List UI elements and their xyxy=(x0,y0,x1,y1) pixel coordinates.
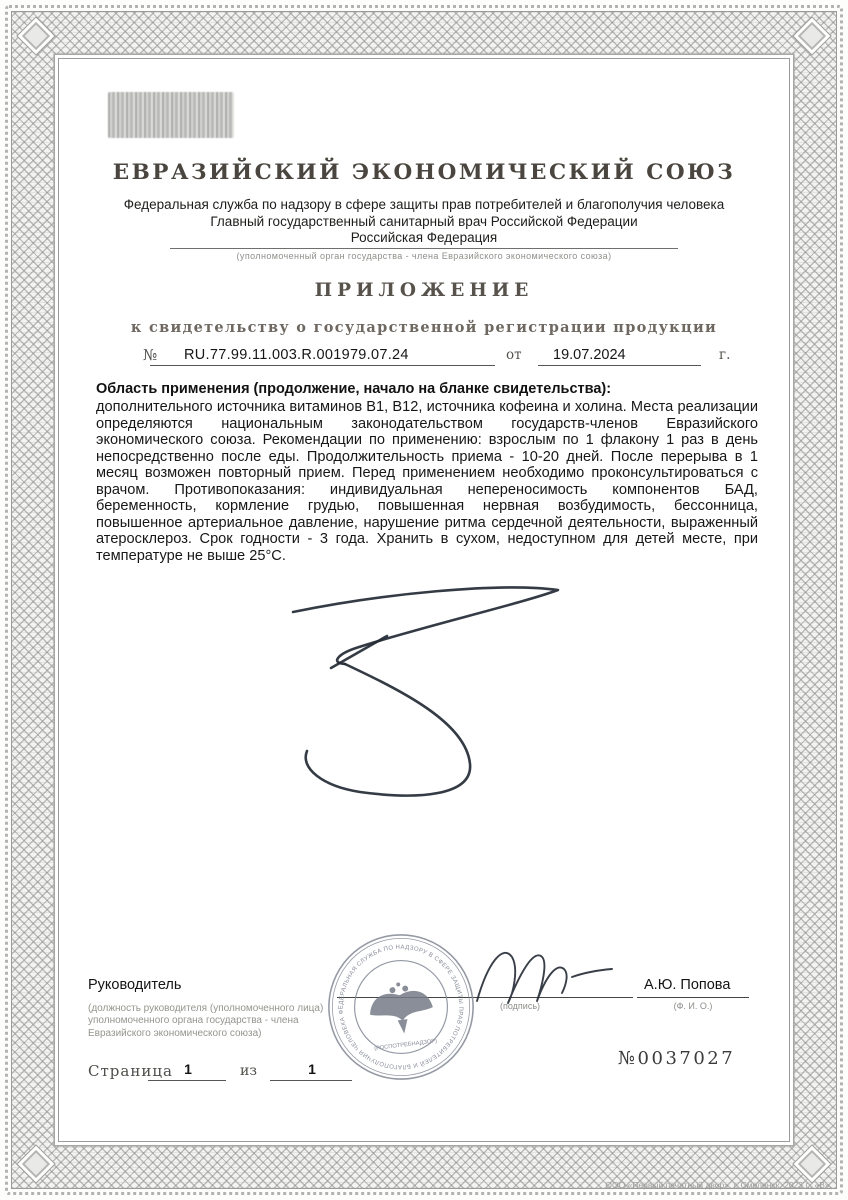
name-line xyxy=(637,997,749,998)
union-title: ЕВРАЗИЙСКИЙ ЭКОНОМИЧЕСКИЙ СОЮЗ xyxy=(112,160,736,185)
authority-line-3: Российская Федерация xyxy=(350,230,498,245)
official-round-seal xyxy=(313,919,489,1095)
seal-center-org-text: (РОСПОТРЕБНАДЗОР) xyxy=(373,1038,438,1053)
registration-date: 19.07.2024 xyxy=(553,347,626,363)
authority-line-1: Федеральная служба по надзору в сфере защиты прав потребителей и благополучия человека xyxy=(123,197,725,212)
authority-line-2: Главный государственный санитарный врач Российской Федерации xyxy=(210,214,638,229)
signer-role-note: (должность руководителя (уполномоченного лица) уполномоченного органа государства - члена Евразийского экономического союза) xyxy=(88,1003,324,1039)
authority-underline xyxy=(170,248,678,249)
seal-ring-text: ФЕДЕРАЛЬНАЯ СЛУЖБА ПО НАДЗОРУ В СФЕРЕ ЗАЩИТЫ ПРАВ ПОТРЕБИТЕЛЕЙ И БЛАГОПОЛУЧИЯ ЧЕЛОВЕКА xyxy=(338,944,464,1070)
signature-caption: (подпись) xyxy=(499,1001,541,1011)
of-label: из xyxy=(240,1063,257,1079)
number-label: № xyxy=(143,346,158,364)
printer-note: ООО «Первый печатный двор», г. Смоленск, 2023 г., «В». xyxy=(605,1180,832,1190)
name-caption: (Ф. И. О.) xyxy=(673,1001,713,1011)
double-headed-eagle-icon xyxy=(367,979,436,1038)
number-underline xyxy=(150,365,495,366)
page-total: 1 xyxy=(308,1061,316,1077)
date-label: от xyxy=(506,347,522,363)
doc-subtitle: к свидетельству о государственной регистрации продукции xyxy=(130,319,718,336)
page-current-underline xyxy=(148,1080,226,1081)
signer-name: А.Ю. Попова xyxy=(644,977,731,993)
doc-title: ПРИЛОЖЕНИЕ xyxy=(314,280,534,301)
page-current: 1 xyxy=(184,1061,192,1077)
blank-serial-number: №0037027 xyxy=(618,1048,736,1069)
date-underline xyxy=(538,365,701,366)
registration-number: RU.77.99.11.003.R.001979.07.24 xyxy=(184,347,409,363)
scope-body-text: дополнительного источника витаминов В1, В12, источника кофеина и холина. Места реализации определяются национальным законодательством государств-членов Евразийского экономического союза. Рекомендации по применению: взрослым по 1 флакону 1 раз в день непосредственно после еды. Продолжительность приема - 10-20 дней. После перерыва в 1 месяц возможен повторный прием. Перед применением необходимо проконсультироваться с врачом. Противопоказания: индивидуальная непереносимость компонентов БАД, беременность, кормление грудью, повышенная нервная возбудимость, бессонница, повышенное артериальное давление, нарушение ритма сердечной деятельности, выраженный атеросклероз. Срок годности - 3 года. Хранить в сухом, недоступном для детей месте, при температуре не выше 25°С. xyxy=(96,399,758,564)
page-label: Страница xyxy=(88,1062,173,1080)
scope-heading: Область применения (продолжение, начало на бланке свидетельства): xyxy=(96,381,612,397)
signer-role: Руководитель xyxy=(88,977,182,993)
authority-note: (уполномоченный орган государства - члена Евразийского экономического союза) xyxy=(236,251,612,261)
ink-smudge-artifact xyxy=(108,92,234,138)
year-suffix: г. xyxy=(719,347,731,363)
